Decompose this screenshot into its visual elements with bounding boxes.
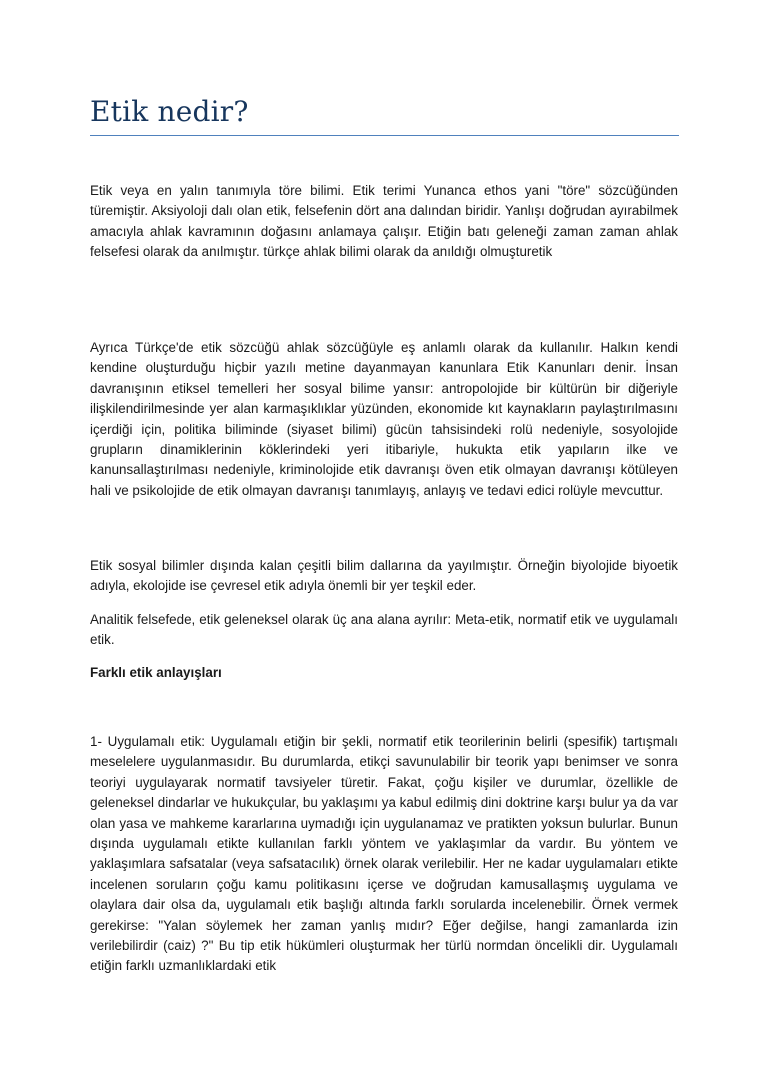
paragraph-analytic-philosophy: Analitik felsefede, etik geleneksel olarak üç ana alana ayrılır: Meta-etik, normatif etik ve uygulamalı etik. — [90, 612, 678, 648]
page-title: Etik nedir? — [90, 95, 249, 128]
paragraph-definition: Etik veya en yalın tanımıyla töre bilimi. Etik terimi Yunanca ethos yani "töre" sözcüğünden türemiştir. Aksiyoloji dalı olan etik, felsefenin dört ana dalından biridir. Yanlışı doğrudan ayırabilmek amacıyla ahlak kavramının doğasını anlamaya çalışır. Etiğin batı geleneği zaman zaman ahlak felsefesi olarak da anılmıştır. türkçe ahlak bilimi olarak da anıldığı olmuşturetik — [90, 183, 678, 260]
paragraph-social-sciences: Ayrıca Türkçe'de etik sözcüğü ahlak sözcüğüyle eş anlamlı olarak da kullanılır. Halkın kendi kendine oluşturduğu hiçbir yazılı metine dayanmayan kanunlara Etik Kanunları denir. İnsan davranışının etiksel temelleri her sosyal bilime yansır: antropolojide bir kültürün bir diğeriyle ilişkilendirilmesinde yer alan karmaşıklıklar yüzünden, ekonomide kıt kaynakların paylaştırılmasını içerdiği için, politika biliminde (siyaset bilimi) gücün tahsisindeki rolü nedeniyle, sosyolojide grupların dinamiklerinin köklerindeki yeri itibariyle, hukukta etik yapıların ilke ve kanunsallaştırılması nedeniyle, kriminolojide etik davranışı öven etik olmayan davranışı kötüleyen hali ve psikolojide de etik olmayan davranışı tanımlayış, anlayış ve tedavi edici rolüyle mevcuttur. — [90, 340, 678, 498]
paragraph-applied-ethics: 1- Uygulamalı etik: Uygulamalı etiğin bir şekli, normatif etik teorilerinin belirli (spesifik) tartışmalı meselelere uygulanmasıdır. Bu durumlarda, etikçi savunulabilir bir teorik yapı benimser ve sonra teoriyi uygulayarak normatif tavsiyeler türetir. Fakat, çoğu kişiler ve durumlar, özellikle de geleneksel dindarlar ve hukukçular, bu yaklaşımı ya kabul edilmiş dini doktrine karşı bulur ya da var olan yasa ve mahkeme kararlarına uymadığı için uygulanamaz ve pratikten yoksun bulurlar. Bunun dışında uygulamalı etikte kullanılan farklı yöntem ve yaklaşımlar da vardır. Bu yöntem ve yaklaşımlara safsatalar (veya safsatacılık) örnek olarak verilebilir. Her ne kadar uygulamaları etikte incelenen soruların çoğu kamu politikasını içerse ve doğrudan kamusallaşmış uygulama ve olaylara dair olsa da, uygulamalı etik başlığı altında farklı sorularda incelenebilir. Örnek vermek gerekirse: "Yalan söylemek her zaman yanlış mıdır? Eğer değilse, hangi zamanlarda izin verilebilirdir (caiz) ?" Bu tip etik hükümleri oluşturmak her türlü normdan öncelikli dir. Uygulamalı etiğin farklı uzmanlıklardaki etik — [90, 734, 678, 974]
title-underline — [90, 135, 679, 136]
section-heading: Farklı etik anlayışları — [90, 665, 222, 680]
paragraph-other-sciences: Etik sosyal bilimler dışında kalan çeşitli bilim dallarına da yayılmıştır. Örneğin biyolojide biyoetik adıyla, ekolojide ise çevresel etik adıyla önemli bir yer teşkil eder. — [90, 558, 678, 594]
